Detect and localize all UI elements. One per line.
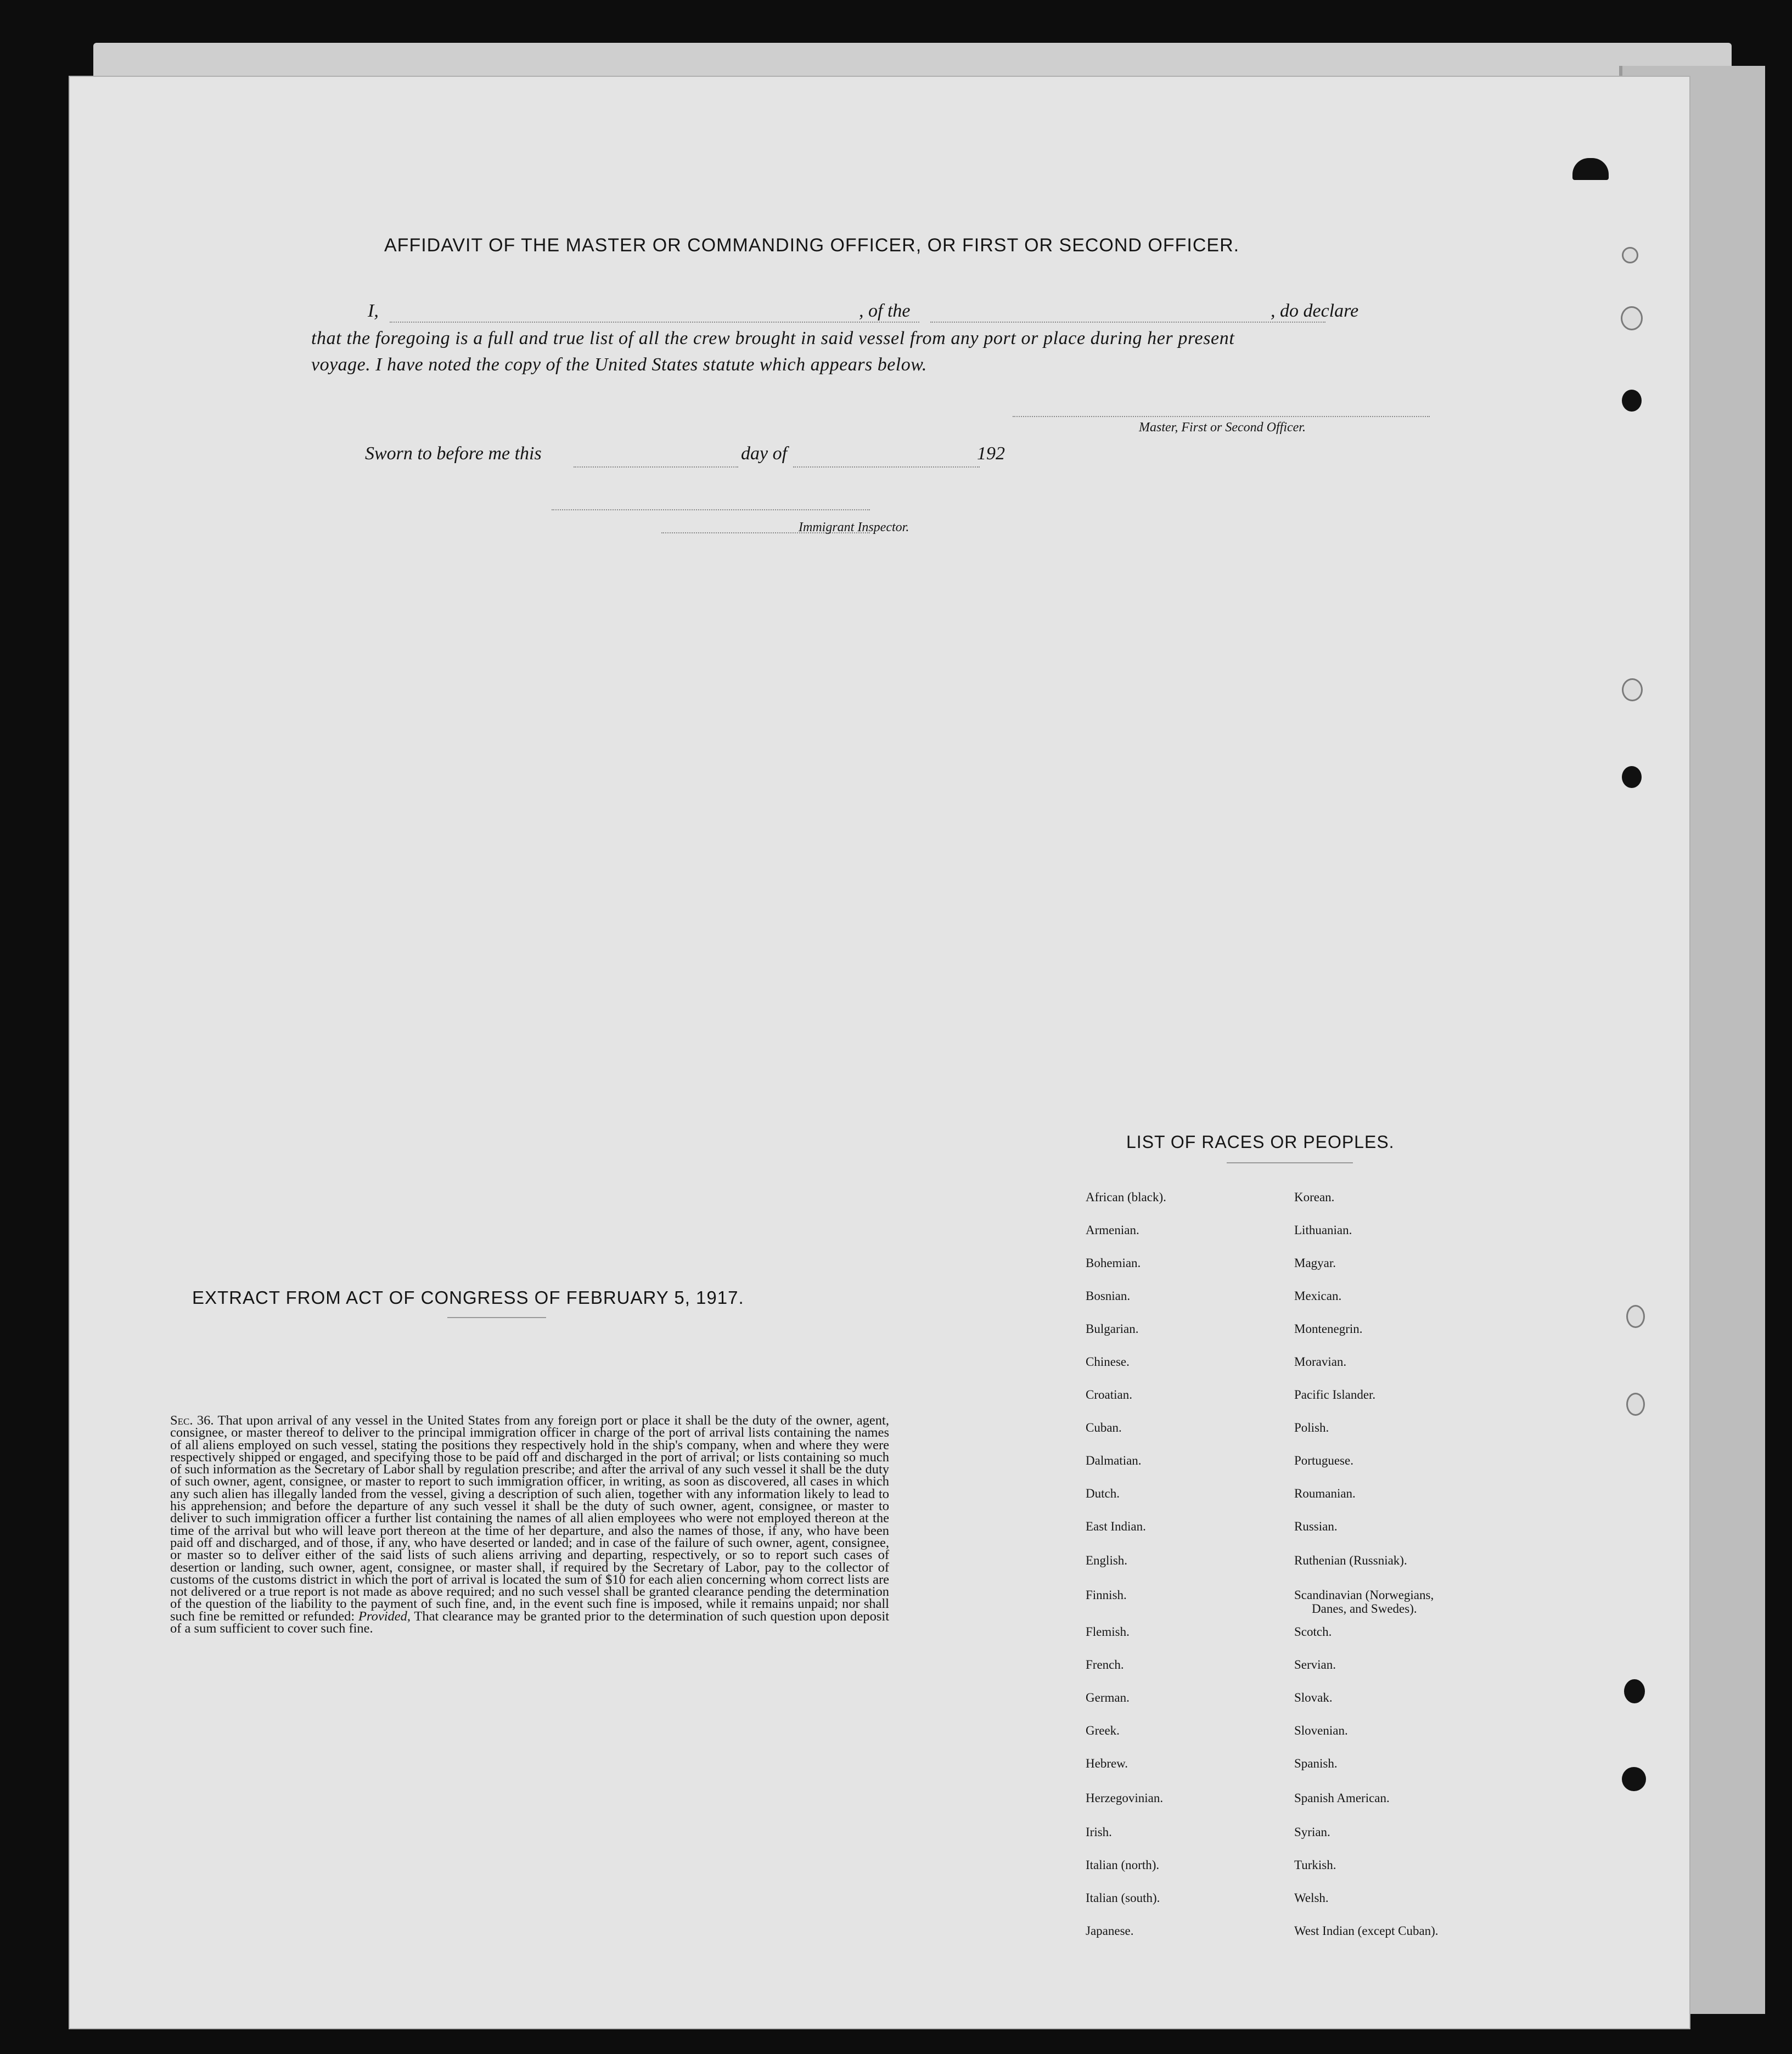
race-item: Japanese. [1086, 1924, 1134, 1938]
race-item: Bosnian. [1086, 1289, 1131, 1303]
binder-hole [1622, 247, 1638, 263]
race-item: Turkish. [1294, 1858, 1336, 1872]
race-item: West Indian (except Cuban). [1294, 1924, 1439, 1938]
binder-hole [1624, 1679, 1645, 1703]
sworn-month-blank [793, 466, 980, 468]
race-item: Cuban. [1086, 1421, 1122, 1434]
race-item-continuation: Danes, and Swedes). [1312, 1602, 1417, 1616]
race-item: Russian. [1294, 1520, 1338, 1533]
signature-label: Master, First or Second Officer. [1139, 420, 1306, 435]
race-item: Montenegrin. [1294, 1322, 1363, 1336]
race-item: Chinese. [1086, 1355, 1130, 1369]
race-item: Bohemian. [1086, 1256, 1141, 1270]
extract-text: That upon arrival of any vessel in the United States from any foreign port or place it shall be the duty of the owner, agent, consignee, or master thereof to deliver to the principal immigration officer in charge of the port of arrival lists containing the names of all aliens employed on such vessel, stating the positions they respectively hold in the ship's company, when and where they were respectively shipped or engaged, and specifying those to be paid off and discharged in the port of arrival; or lists containing so much of such information as the Secretary of Labor shall by regulation prescribe; and after the arrival of any such vessel it shall be the duty of such owner, agent, consignee, or master to report to such immigration officer, in writing, as soon as discovered, all cases in which any such alien has illegally landed from the vessel, giving a description of such alien, together with any information likely to lead to his apprehension; and before the departure of any such vessel it shall be the duty of such owner, agent, consignee, or master to deliver to such immigration officer a further list containing the names of all alien employees who were not employed thereon at the time of the arrival but who will leave port thereon at the time of her departure, and also the names of those, if any, who have been paid off and discharged, and of those, if any, who have deserted or landed; and in case of the failure of such owner, agent, consignee, or master so to deliver either of the said lists of such aliens arriving and departing, respectively, or so to report such cases of desertion or landing, such owner, agent, consignee, or master shall, if required by the Secretary of Labor, pay to the collector of customs of the customs district in which the port of arrival is located the sum of $10 for each alien concerning whom correct lists are not delivered or a true report is not made as above required; and no such vessel shall be granted clearance pending the determination of the question of the liability to the payment of such fine, and, in the event such fine is imposed, while it remains unpaid; nor shall such fine be remitted or refunded: [170, 1413, 889, 1624]
affidavit-line3: voyage. I have noted the copy of the United States statute which appears below. [311, 354, 927, 375]
race-item: Lithuanian. [1294, 1223, 1352, 1237]
race-item: Roumanian. [1294, 1487, 1356, 1500]
race-item: Slovak. [1294, 1691, 1333, 1704]
extract-title: EXTRACT FROM ACT OF CONGRESS OF FEBRUARY 5, 1917. [192, 1287, 744, 1308]
race-item: Korean. [1294, 1190, 1335, 1204]
race-item: Hebrew. [1086, 1757, 1128, 1770]
binder-hole [1622, 390, 1642, 412]
signature-line [1013, 416, 1430, 417]
vessel-blank [930, 322, 1325, 323]
races-title: LIST OF RACES OR PEOPLES. [1126, 1132, 1395, 1152]
race-item: German. [1086, 1691, 1130, 1704]
race-item: Armenian. [1086, 1223, 1139, 1237]
affidavit-line1-of-the: , of the [859, 301, 911, 321]
extract-provided: Provided, [358, 1608, 411, 1624]
binder-hole [1622, 678, 1643, 701]
extract-body [170, 1415, 889, 1635]
race-item: Italian (north). [1086, 1858, 1160, 1872]
race-item: Scotch. [1294, 1625, 1332, 1639]
race-item: Greek. [1086, 1724, 1120, 1737]
race-item: Moravian. [1294, 1355, 1347, 1369]
binder-tab [1572, 158, 1609, 180]
binder-hole [1626, 1393, 1645, 1416]
race-item: Dalmatian. [1086, 1454, 1142, 1467]
sworn-day-of: day of [741, 443, 788, 464]
race-item: Magyar. [1294, 1256, 1336, 1270]
race-item: Portuguese. [1294, 1454, 1353, 1467]
sworn-text: Sworn to before me this [365, 443, 542, 464]
inspector-label: Immigrant Inspector. [799, 520, 909, 534]
binder-hole [1621, 306, 1643, 330]
document-page [69, 76, 1690, 2029]
race-item: Herzegovinian. [1086, 1791, 1164, 1805]
race-item: English. [1086, 1554, 1128, 1567]
race-item: Slovenian. [1294, 1724, 1348, 1737]
race-item: African (black). [1086, 1190, 1166, 1204]
race-item: French. [1086, 1658, 1124, 1672]
extract-section-label: Sec. 36. [170, 1413, 214, 1428]
race-item: Mexican. [1294, 1289, 1342, 1303]
race-item: Finnish. [1086, 1588, 1127, 1602]
binder-hole [1622, 1767, 1646, 1791]
race-item: Dutch. [1086, 1487, 1120, 1500]
race-item: East Indian. [1086, 1520, 1146, 1533]
extract-title-rule [447, 1317, 546, 1318]
affidavit-line1-declare: , do declare [1271, 301, 1359, 321]
race-item: Polish. [1294, 1421, 1329, 1434]
extract-text-end: That clearance may be granted prior to the determination of such question upon deposit of a sum sufficient to cover such fine. [170, 1608, 890, 1636]
binder-hole [1622, 766, 1642, 788]
race-item: Italian (south). [1086, 1891, 1160, 1905]
race-item: Syrian. [1294, 1825, 1330, 1839]
name-blank [390, 322, 919, 323]
race-item: Spanish. [1294, 1757, 1338, 1770]
race-item: Bulgarian. [1086, 1322, 1139, 1336]
binder-hole [1626, 1305, 1645, 1328]
affidavit-line1-i: I, [368, 301, 379, 321]
race-item: Servian. [1294, 1658, 1336, 1672]
race-item: Welsh. [1294, 1891, 1329, 1905]
race-item: Spanish American. [1294, 1791, 1390, 1805]
affidavit-line2: that the foregoing is a full and true list of all the crew brought in said vessel from any port or place during her present [311, 328, 1235, 348]
inspector-line-1 [552, 509, 870, 510]
race-item: Pacific Islander. [1294, 1388, 1376, 1402]
race-item: Croatian. [1086, 1388, 1132, 1402]
race-item: Scandinavian (Norwegians, [1294, 1588, 1434, 1602]
sworn-year: 192 [977, 443, 1005, 464]
race-item: Ruthenian (Russniak). [1294, 1554, 1407, 1567]
races-title-rule [1227, 1162, 1353, 1163]
affidavit-title: AFFIDAVIT OF THE MASTER OR COMMANDING OFFICER, OR FIRST OR SECOND OFFICER. [384, 235, 1240, 256]
sworn-day-blank [574, 466, 738, 468]
race-item: Flemish. [1086, 1625, 1130, 1639]
race-item: Irish. [1086, 1825, 1112, 1839]
